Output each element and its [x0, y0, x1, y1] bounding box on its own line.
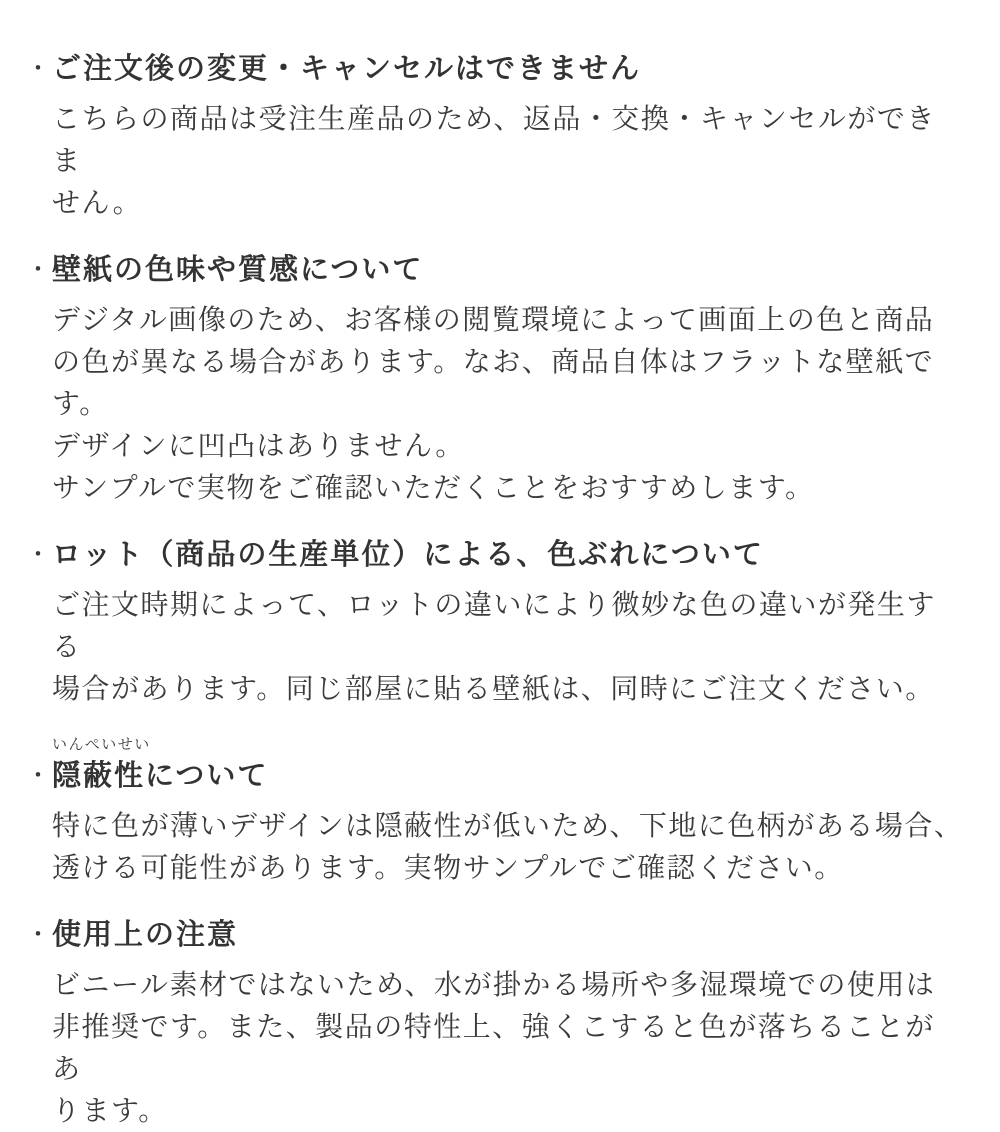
bullet-icon: ・	[28, 58, 48, 80]
furigana-label: いんぺいせい	[52, 736, 151, 753]
section-heading-row	[28, 534, 964, 576]
section-heading: ロット（商品の生産単位）による、色ぶれについて	[52, 539, 764, 571]
body-line: ご注文時期によって、ロットの違いにより微妙な色の違いが発生する	[52, 589, 936, 662]
body-line: の色が異なる場合があります。なお、商品自体はフラットな壁紙です。	[52, 346, 935, 419]
body-line: サンプルで実物をご確認いただくことをおすすめします。	[52, 472, 815, 503]
body-line: 透ける可能性があります。実物サンプルでご確認ください。	[52, 852, 844, 883]
body-line: こちらの商品は受注生産品のため、返品・交換・キャンセルができま	[52, 103, 936, 176]
body-line: ります。	[52, 1095, 168, 1126]
section-heading: 壁紙の色味や質感について	[52, 254, 424, 286]
section-color-texture	[28, 249, 964, 509]
section-lot-variation	[28, 534, 964, 710]
section-opacity	[28, 735, 964, 889]
body-line: デジタル画像のため、お客様の閲覧環境によって画面上の色と商品	[52, 304, 935, 335]
bullet-icon: ・	[28, 259, 48, 281]
bullet-icon: ・	[28, 544, 48, 566]
body-line: ビニール素材ではないため、水が掛かる場所や多湿環境での使用は	[52, 969, 936, 1000]
section-usage-notes	[28, 914, 964, 1132]
section-heading-row	[28, 914, 964, 956]
bullet-icon: ・	[28, 924, 48, 946]
section-heading: 隠蔽性について	[52, 760, 269, 792]
body-line: 場合があります。同じ部屋に貼る壁紙は、同時にご注文ください。	[52, 673, 935, 704]
section-heading: 使用上の注意	[52, 919, 239, 951]
section-heading-row	[28, 755, 964, 797]
body-line: せん。	[52, 187, 143, 218]
section-heading-row	[28, 48, 964, 90]
body-line: 特に色が薄いデザインは隠蔽性が低いため、下地に色柄がある場合、	[52, 810, 964, 841]
section-order-cancel	[28, 48, 964, 224]
body-line: デザインに凹凸はありません。	[52, 430, 465, 461]
section-heading: ご注文後の変更・キャンセルはできません	[52, 53, 642, 85]
body-line: 非推奨です。また、製品の特性上、強くこすると色が落ちることがあ	[52, 1011, 935, 1084]
section-heading-row	[28, 249, 964, 291]
bullet-icon: ・	[28, 765, 48, 787]
